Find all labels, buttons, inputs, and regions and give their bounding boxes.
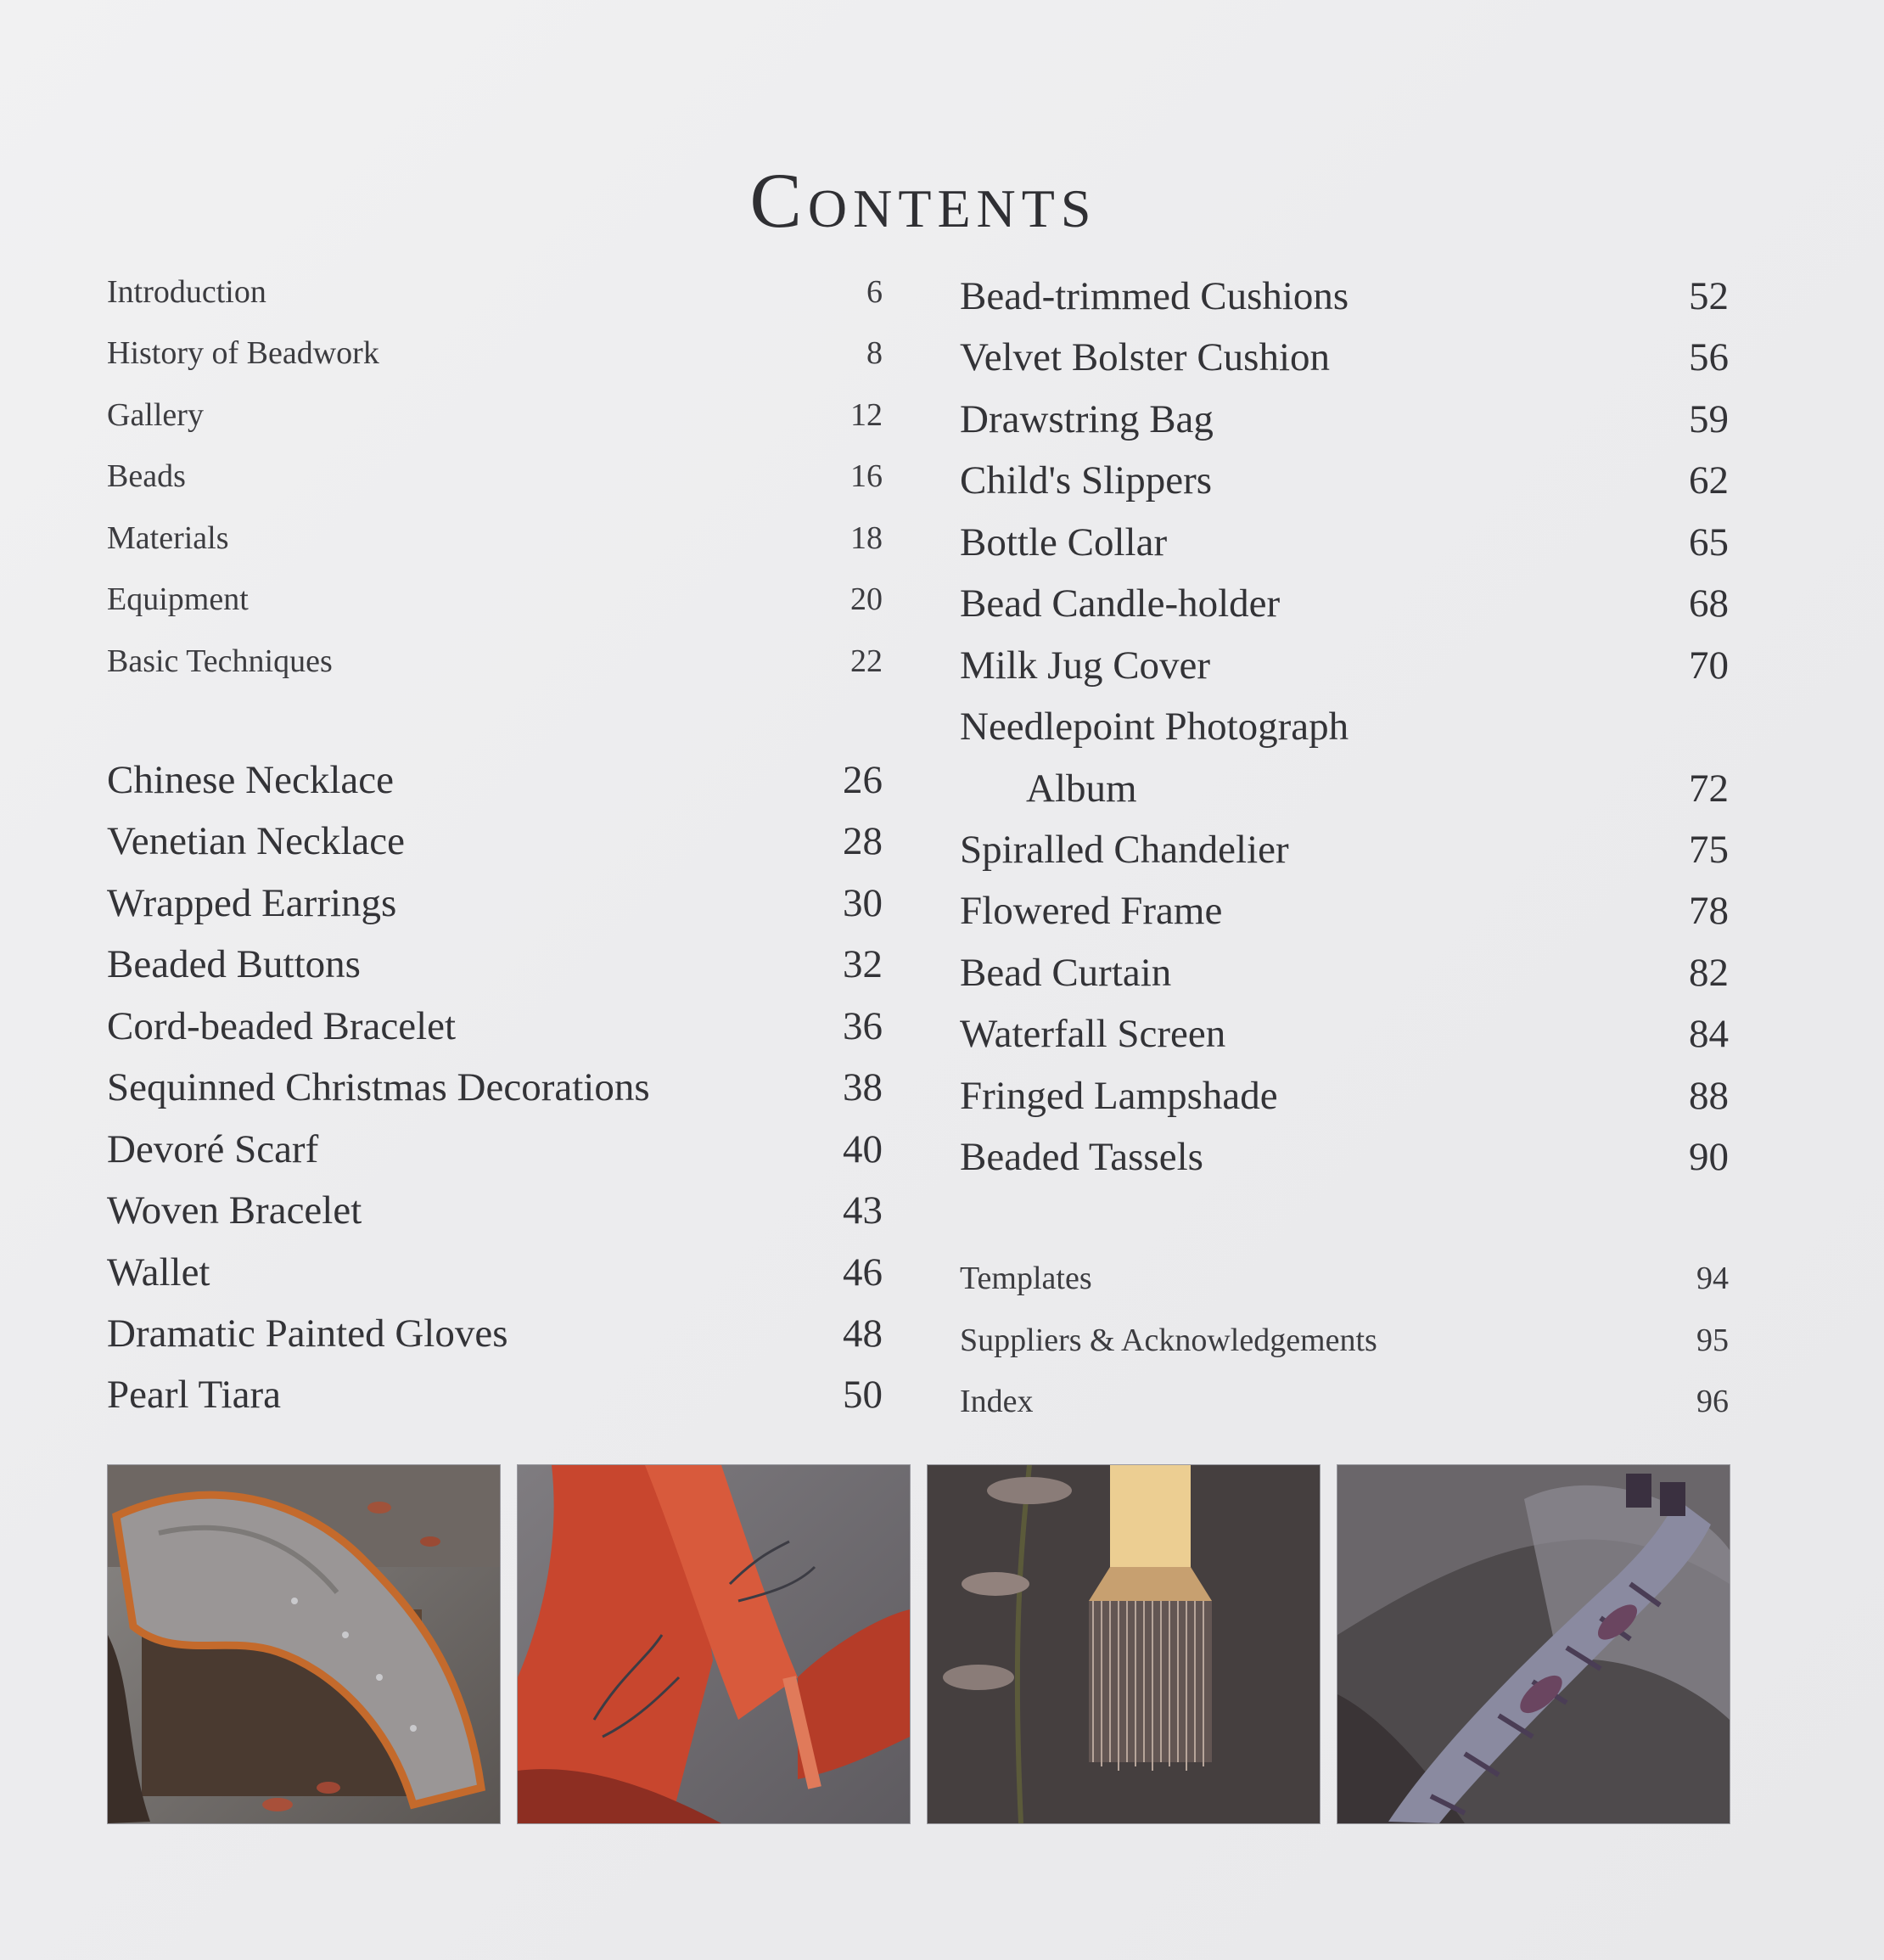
toc-label: Chinese Necklace [107,758,394,802]
toc-entry[interactable] [107,941,883,987]
toc-label: Bead Candle-holder [960,581,1281,626]
toc-entry[interactable] [107,458,883,495]
toc-page-number: 62 [1689,458,1729,503]
toc-entry[interactable] [960,1383,1729,1420]
toc-page-number: 32 [843,942,883,986]
toc-page-number: 20 [850,581,883,617]
toc-page-number: 68 [1689,581,1729,626]
toc-label: Wrapped Earrings [107,881,397,925]
toc-page-number: 6 [866,274,883,310]
toc-label: Beads [107,458,186,494]
toc-label: Milk Jug Cover [960,643,1211,688]
toc-entry[interactable] [960,950,1729,996]
toc-page-number: 28 [843,819,883,863]
toc-page-number: 65 [1689,520,1729,564]
toc-label: Bottle Collar [960,520,1168,564]
toc-page-number: 82 [1689,951,1729,995]
toc-page-number: 18 [850,520,883,556]
toc-entry[interactable] [107,334,883,372]
toc-label: Velvet Bolster Cushion [960,335,1331,379]
toc-entry[interactable] [107,273,883,311]
toc-label: Gallery [107,397,204,433]
toc-entry[interactable] [960,581,1729,626]
scarf-photo [107,1464,501,1824]
toc-page-number: 52 [1689,274,1729,318]
toc-page-number: 50 [843,1373,883,1417]
toc-page-number: 95 [1696,1323,1729,1358]
toc-label: Woven Bracelet [107,1188,362,1233]
photo-strip [107,1464,1731,1822]
toc-page-number: 38 [843,1065,883,1109]
toc-entry[interactable] [960,704,1729,750]
toc-page-number: 84 [1689,1012,1729,1056]
toc-page-number: 94 [1696,1261,1729,1296]
toc-entry[interactable] [107,1372,883,1418]
toc-entry[interactable] [107,757,883,803]
toc-page-number: 40 [843,1127,883,1171]
toc-entry[interactable] [960,1260,1729,1297]
toc-page-number: 90 [1689,1135,1729,1179]
toc-page-number: 12 [850,397,883,433]
toc-page-number: 48 [843,1311,883,1356]
toc-entry[interactable] [960,1073,1729,1119]
toc-entry[interactable] [107,818,883,864]
toc-entry[interactable] [960,1134,1729,1180]
toc-page-number: 56 [1689,335,1729,379]
toc-label: Materials [107,520,229,556]
toc-page-number: 30 [843,881,883,925]
toc-label: Introduction [107,274,266,310]
toc-label: Bead-trimmed Cushions [960,274,1349,318]
toc-entry[interactable] [960,827,1729,873]
toc-label: Wallet [107,1250,210,1294]
toc-label: Devoré Scarf [107,1127,319,1171]
toc-entry[interactable] [107,643,883,680]
toc-page-number: 26 [843,758,883,802]
toc-label: Spiralled Chandelier [960,828,1289,872]
toc-entry[interactable] [960,643,1729,688]
toc-label: Beaded Tassels [960,1135,1203,1179]
toc-entry[interactable] [107,581,883,618]
toc-entry[interactable] [107,1003,883,1049]
toc-label: Pearl Tiara [107,1373,281,1417]
toc-entry[interactable] [960,888,1729,934]
toc-page-number: 96 [1696,1384,1729,1419]
page-title: Contents [749,157,1097,244]
toc-label: Suppliers & Acknowledgements [960,1323,1377,1358]
toc-entry[interactable] [107,1126,883,1172]
toc-page-number: 43 [843,1188,883,1233]
toc-entry[interactable] [960,273,1729,319]
toc-entry[interactable] [107,1311,883,1356]
toc-label: Bead Curtain [960,951,1172,995]
toc-label: Needlepoint Photograph [960,705,1349,749]
toc-label: Templates [960,1261,1092,1296]
toc-entry[interactable] [107,1250,883,1295]
toc-label: Album [1026,767,1137,811]
toc-label: Fringed Lampshade [960,1074,1278,1118]
toc-entry[interactable] [960,519,1729,565]
toc-entry[interactable] [107,396,883,434]
toc-label: Child's Slippers [960,458,1213,503]
toc-page-number: 22 [850,643,883,679]
toc-entry[interactable] [960,396,1729,442]
toc-label: Basic Techniques [107,643,333,679]
toc-label: Cord-beaded Bracelet [107,1004,457,1048]
gloves-photo [517,1464,911,1824]
toc-entry[interactable] [960,458,1729,503]
toc-label: Equipment [107,581,249,617]
toc-entry[interactable] [960,1322,1729,1359]
toc-page-number: 75 [1689,828,1729,872]
toc-label: Dramatic Painted Gloves [107,1311,508,1356]
toc-entry[interactable] [107,1064,883,1110]
toc-page-number: 46 [843,1250,883,1294]
toc-label: Sequinned Christmas Decorations [107,1065,650,1109]
toc-page-number: 59 [1689,397,1729,441]
toc-entry[interactable] [107,519,883,557]
toc-label: Drawstring Bag [960,397,1214,441]
toc-page-number: 70 [1689,643,1729,688]
toc-entry[interactable] [107,1188,883,1233]
toc-entry-continuation[interactable] [960,766,1729,812]
toc-label: History of Beadwork [107,335,379,371]
toc-page-number: 72 [1689,767,1729,811]
toc-entry[interactable] [107,880,883,926]
toc-page-number: 88 [1689,1074,1729,1118]
toc-page-number: 16 [850,458,883,494]
toc-page-number: 8 [866,335,883,371]
toc-page-number: 36 [843,1004,883,1048]
toc-label: Flowered Frame [960,889,1223,933]
toc-label: Venetian Necklace [107,819,405,863]
lampshade-photo [927,1464,1320,1824]
toc-page-number: 78 [1689,889,1729,933]
bracelet-photo [1337,1464,1730,1824]
toc-label: Index [960,1384,1034,1419]
toc-label: Waterfall Screen [960,1012,1226,1056]
toc-label: Beaded Buttons [107,942,361,986]
toc-entry[interactable] [960,1011,1729,1057]
toc-entry[interactable] [960,334,1729,380]
